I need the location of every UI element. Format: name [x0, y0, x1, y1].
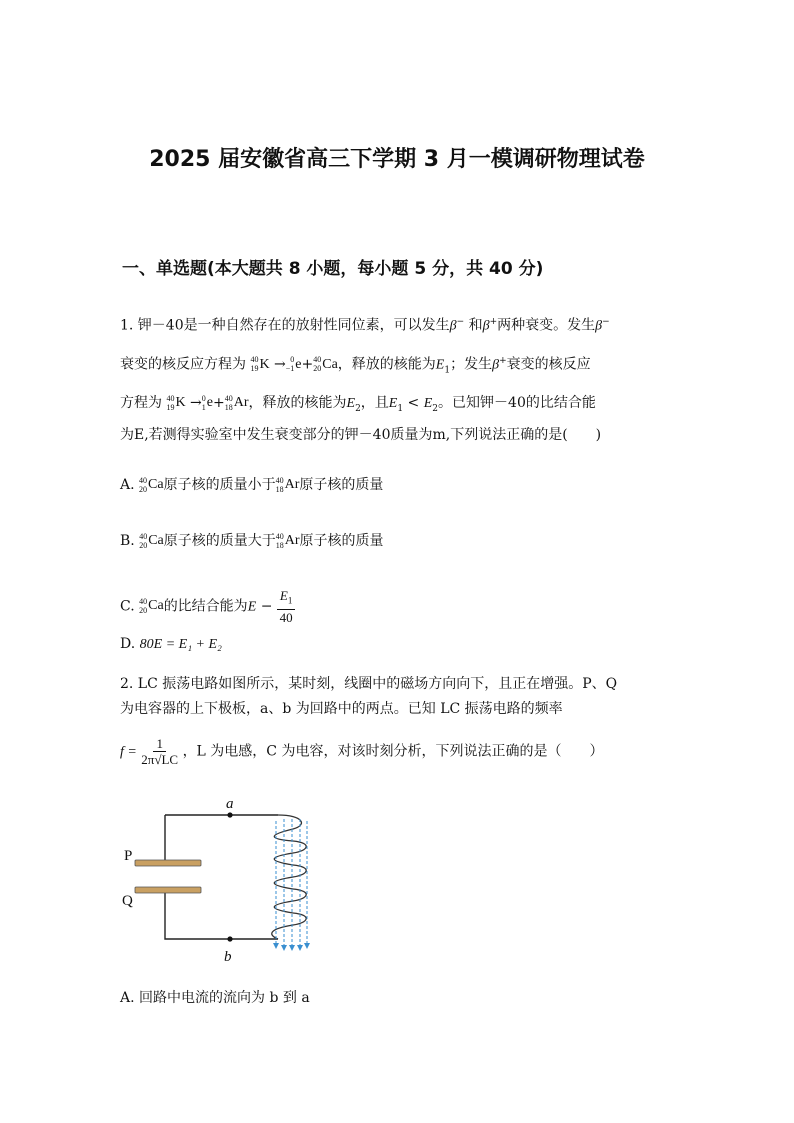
q2-text: ，L 为电感，C 为电容，对该时刻分析，下列说法正确的是（ ） — [182, 743, 604, 760]
q1-text: 衰变的核反应 — [506, 356, 591, 373]
q1-line-4: 为E,若测得实验室中发生衰变部分的钾－40质量为m,下列说法正确的是( ) — [120, 427, 602, 443]
q1-text: ，且 — [360, 395, 389, 411]
beta-symbol: β — [595, 318, 603, 334]
label-a: a — [226, 796, 234, 812]
beta-symbol: β — [492, 357, 500, 373]
q1-text: 。已知钾－40的比结合能 — [438, 395, 596, 411]
lc-circuit-figure — [118, 795, 348, 979]
page-title: 2025 届安徽省高三下学期 3 月一模调研物理试卷 — [149, 147, 645, 172]
label-p: P — [124, 848, 133, 864]
point-a-dot — [227, 812, 232, 817]
beta-symbol: β — [449, 318, 457, 334]
potassium-nuclide: 40 19 K — [166, 393, 186, 412]
q1-text: 两种衰变。发生 — [497, 317, 596, 334]
beta-symbol: β — [482, 318, 490, 334]
q1-text: ，释放的核能为 — [337, 356, 436, 373]
fraction-e1-over-40: $\frac{E_1}{40}$ — [277, 588, 295, 625]
q1-text: 和 — [468, 317, 483, 334]
q1-option-a[interactable]: A. 40 20 Ca原子核的质量小于 40 18 Ar原子核的质量 — [120, 475, 384, 494]
argon-nuclide: 40 18 Ar — [224, 393, 249, 412]
q1-line-3: 方程为 40 19 K → 0 1 e+ 40 18 Ar，释放的核能为$E_2$，且$E_1 < E_2$。已知钾－40的比结合能 — [120, 393, 596, 414]
q1-option-d[interactable]: D. 80E = E₁ + E₂ — [120, 636, 222, 652]
q2-line-3 — [120, 736, 603, 767]
positron: 0 1 e — [201, 393, 213, 412]
q1-line-1: 1. 钾－40是一种自然存在的放射性同位素，可以发生β− 和β+两种衰变。发生β− — [120, 317, 610, 334]
lc-circuit-diagram — [118, 795, 348, 975]
calcium-nuclide: 40 20 Ca — [313, 355, 338, 374]
q1-option-c[interactable]: C. 40 20 Ca的比结合能为E − $\frac{E_1}{40}$ — [120, 588, 295, 625]
q1-text: 方程为 — [120, 395, 162, 411]
label-b: b — [224, 949, 232, 965]
q1-text: 衰变的核反应方程为 — [120, 356, 246, 373]
q1-text: 1. 钾－40是一种自然存在的放射性同位素，可以发生 — [120, 317, 450, 334]
energy-E2: E — [346, 396, 356, 411]
q2-line-2: 为电容器的上下极板，a、b 为回路中的两点。已知 LC 振荡电路的频率 — [120, 701, 563, 717]
point-b-dot — [227, 936, 232, 941]
inductor-coil — [272, 815, 306, 939]
capacitor-plate-p — [135, 860, 201, 866]
section-heading: 一、单选题(本大题共 8 小题，每小题 5 分，共 40 分) — [122, 259, 544, 279]
q1-line-2: 衰变的核反应方程为 40 19 K → 0 −1 e+ 40 20 Ca，释放的核能为$E_1$；发生β+衰变的核反应 — [120, 355, 591, 376]
potassium-nuclide: 40 19 K — [250, 355, 270, 374]
electron: 0 −1 e — [285, 355, 302, 374]
q1-option-b[interactable]: B. 40 20 Ca原子核的质量大于 40 18 Ar原子核的质量 — [120, 531, 384, 550]
label-q: Q — [122, 893, 133, 909]
q1-text: ；发生 — [450, 356, 493, 373]
energy-E1: E — [435, 357, 445, 373]
q2-option-a[interactable]: A. 回路中电流的流向为 b 到 a — [120, 990, 310, 1006]
q2-line-1: 2. LC 振荡电路如图所示，某时刻，线圈中的磁场方向向下，且正在增强。P、Q — [120, 676, 618, 692]
frequency-fraction: $\frac{1}{2\pi√LC}$ — [141, 736, 179, 767]
formula-f: f = — [120, 744, 137, 760]
q1-text: ，释放的核能为 — [248, 395, 347, 411]
capacitor-plate-q — [135, 887, 201, 893]
